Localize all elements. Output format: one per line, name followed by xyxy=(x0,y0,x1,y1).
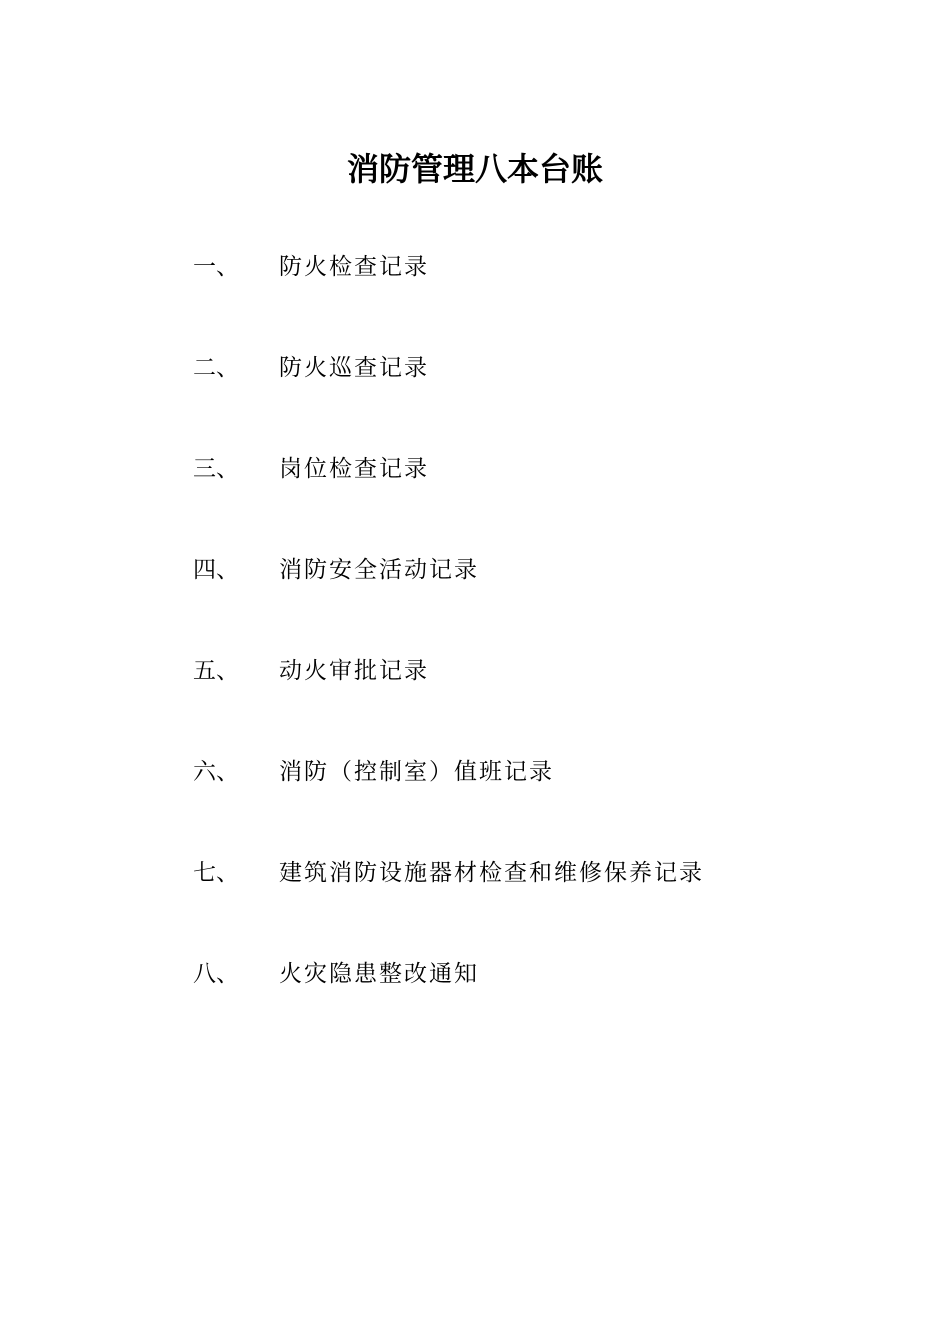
list-item xyxy=(193,449,704,550)
item-text: 动火审批记录 xyxy=(279,658,429,684)
list-item xyxy=(193,247,704,348)
list-item xyxy=(193,550,704,651)
item-text: 消防（控制室）值班记录 xyxy=(279,759,554,785)
item-text: 防火巡查记录 xyxy=(279,355,429,381)
document-title: 消防管理八本台账 xyxy=(346,150,603,189)
list-item xyxy=(193,348,704,449)
ledger-list xyxy=(193,247,704,1055)
list-item xyxy=(193,752,704,853)
list-item xyxy=(193,651,704,752)
item-text: 建筑消防设施器材检查和维修保养记录 xyxy=(279,860,704,886)
item-text: 消防安全活动记录 xyxy=(279,557,479,583)
item-number: 四、 xyxy=(193,557,239,583)
item-number: 八、 xyxy=(193,961,239,987)
list-item xyxy=(193,954,704,1055)
item-text: 火灾隐患整改通知 xyxy=(279,961,479,987)
item-text: 岗位检查记录 xyxy=(279,456,429,482)
item-text: 防火检查记录 xyxy=(279,254,429,280)
item-number: 二、 xyxy=(193,355,239,381)
item-number: 三、 xyxy=(193,456,239,482)
item-number: 六、 xyxy=(193,759,239,785)
item-number: 七、 xyxy=(193,860,239,886)
list-item xyxy=(193,853,704,954)
item-number: 一、 xyxy=(193,254,239,280)
item-number: 五、 xyxy=(193,658,239,684)
